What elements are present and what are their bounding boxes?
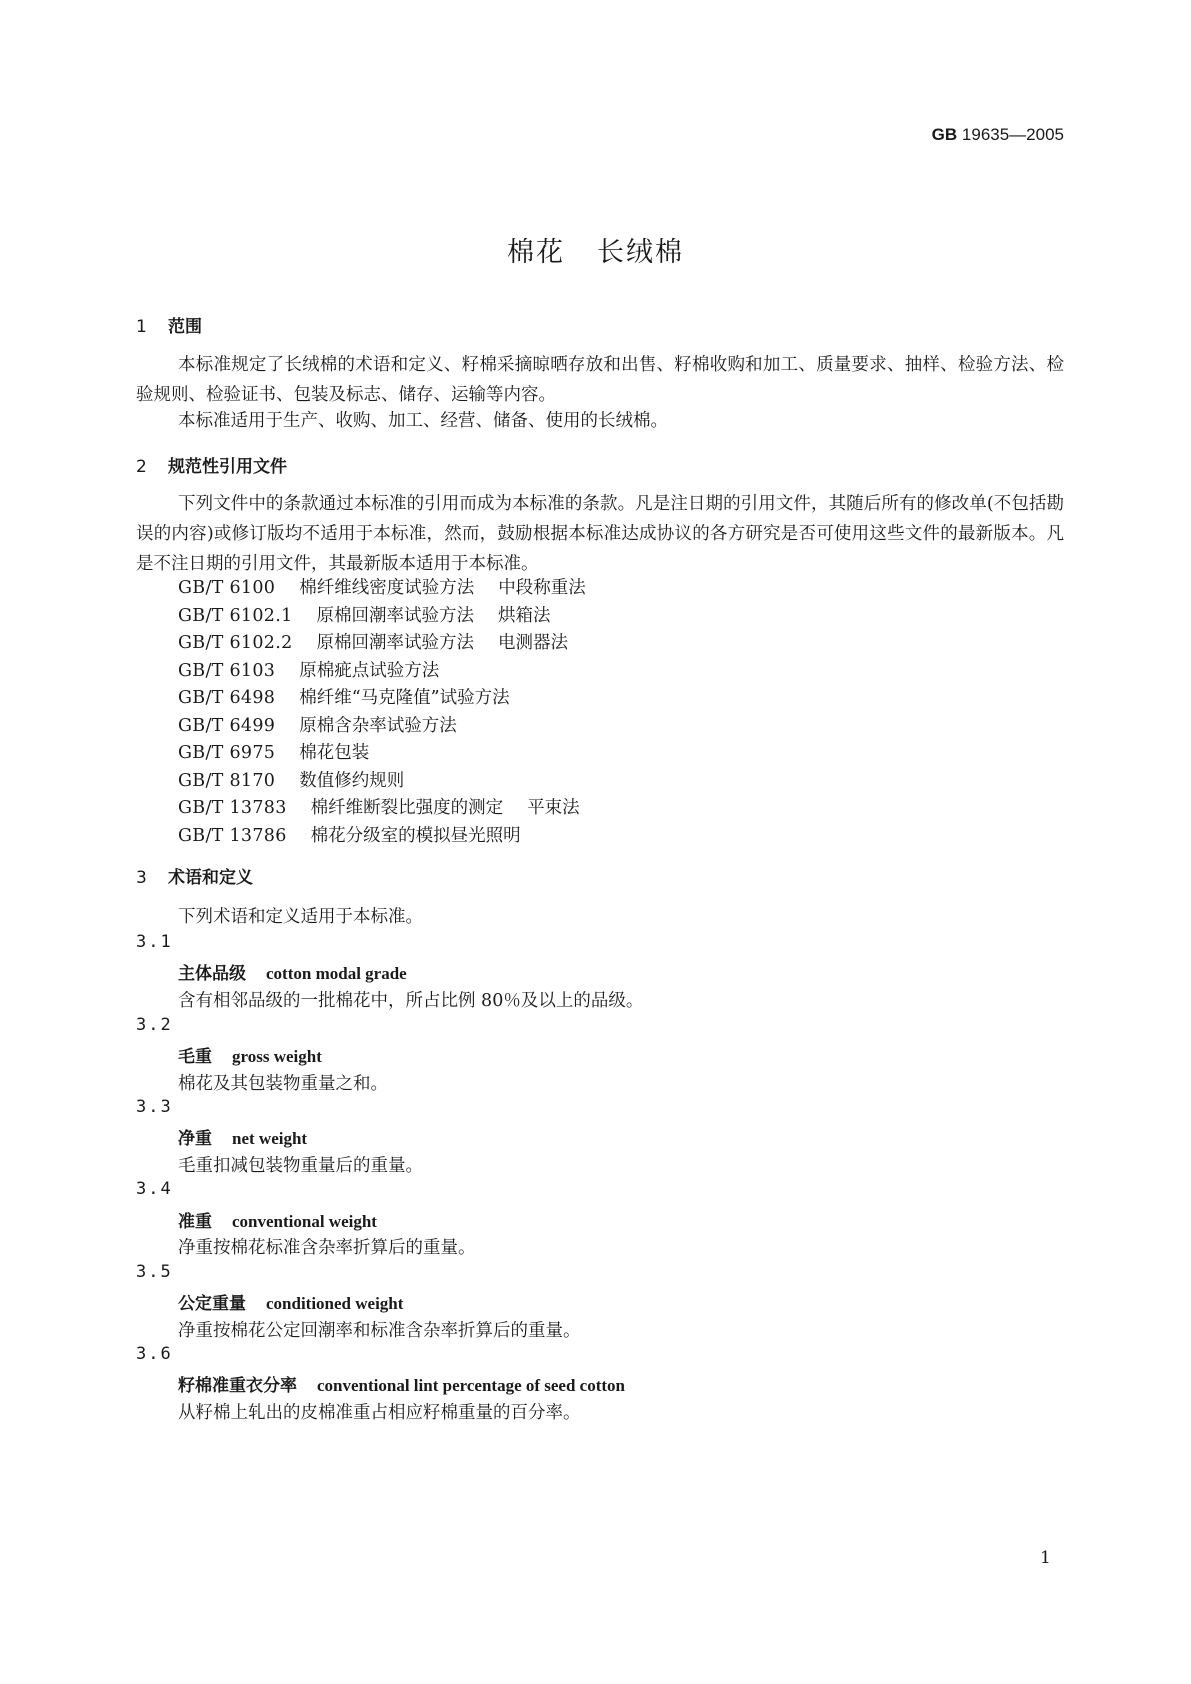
- term-definition: 含有相邻品级的一批棉花中，所占比例 80％及以上的品级。: [178, 991, 644, 1011]
- term-number: 3.3: [136, 1097, 173, 1117]
- section-1-heading: [136, 312, 202, 337]
- section-number: 1: [136, 317, 147, 337]
- reference-subtitle: 平束法: [527, 798, 580, 818]
- reference-title: 棉花分级室的模拟昼光照明: [310, 826, 521, 846]
- term-definition: 棉花及其包装物重量之和。: [178, 1074, 388, 1094]
- reference-item: [178, 822, 521, 847]
- reference-item: [178, 712, 457, 737]
- term-definition: 毛重扣减包装物重量后的重量。: [178, 1156, 423, 1176]
- reference-item: [178, 629, 568, 654]
- section-number: 2: [136, 457, 147, 477]
- term-heading: [178, 1124, 307, 1149]
- term-number: 3.5: [136, 1262, 173, 1282]
- reference-item: [178, 657, 439, 682]
- reference-subtitle: 烘箱法: [498, 606, 551, 626]
- term-heading: [178, 1042, 322, 1067]
- section-3-intro: 下列术语和定义适用于本标准。: [178, 907, 423, 927]
- section-title: 术语和定义: [168, 868, 253, 888]
- term-english: cotton modal grade: [266, 964, 407, 983]
- standard-prefix: GB: [931, 125, 958, 144]
- term-english: conditioned weight: [266, 1294, 404, 1313]
- term-english: net weight: [232, 1129, 308, 1148]
- reference-title: 棉纤维“马克隆值”试验方法: [299, 688, 510, 708]
- reference-code: GB/T 6498: [178, 688, 276, 708]
- reference-title: 原棉含杂率试验方法: [299, 716, 457, 736]
- reference-item: [178, 794, 580, 819]
- term-heading: [178, 959, 407, 984]
- term-chinese: 准重: [178, 1212, 212, 1232]
- reference-subtitle: 中段称重法: [498, 578, 586, 598]
- standard-code: [800, 125, 1064, 145]
- section-1-paragraph-1: 本标准规定了长绒棉的术语和定义、籽棉采摘晾晒存放和出售、籽棉收购和加工、质量要求、抽样、检验方法、检验规则、检验证书、包装及标志、储存、运输等内容。: [136, 355, 1064, 405]
- term-english: conventional lint percentage of seed cotton: [317, 1376, 626, 1395]
- term-chinese: 主体品级: [178, 964, 246, 984]
- reference-title: 棉纤维线密度试验方法: [299, 578, 475, 598]
- term-definition: 净重按棉花标准含杂率折算后的重量。: [178, 1238, 476, 1258]
- reference-code: GB/T 13786: [178, 826, 287, 846]
- reference-code: GB/T 6499: [178, 716, 276, 736]
- term-english: conventional weight: [232, 1212, 377, 1231]
- term-number: 3.6: [136, 1344, 173, 1364]
- term-chinese: 公定重量: [178, 1294, 246, 1314]
- section-2-heading: [136, 452, 287, 477]
- term-heading: [178, 1371, 625, 1396]
- term-english: gross weight: [232, 1047, 322, 1066]
- reference-item: [178, 602, 551, 627]
- reference-code: GB/T 6975: [178, 743, 276, 763]
- reference-title: 原棉回潮率试验方法: [316, 633, 475, 653]
- term-number: 3.4: [136, 1179, 173, 1199]
- section-2-paragraph: 下列文件中的条款通过本标准的引用而成为本标准的条款。凡是注日期的引用文件，其随后所有的修改单(不包括勘误的内容)或修订版均不适用于本标准，然而，鼓励根据本标准达成协议的各方研究是否可使用这些文件的最新版本。凡是不注日期的引用文件，其最新版本适用于本标准。: [136, 494, 1064, 574]
- term-chinese: 籽棉准重衣分率: [178, 1376, 297, 1396]
- reference-title: 原棉回潮率试验方法: [316, 606, 475, 626]
- title-part-1: 棉花: [507, 237, 565, 268]
- reference-code: GB/T 8170: [178, 771, 276, 791]
- reference-title: 数值修约规则: [299, 771, 405, 791]
- term-definition: 从籽棉上轧出的皮棉准重占相应籽棉重量的百分率。: [178, 1403, 581, 1423]
- term-heading: [178, 1289, 403, 1314]
- term-chinese: 毛重: [178, 1047, 212, 1067]
- reference-title: 原棉疵点试验方法: [299, 661, 440, 681]
- reference-code: GB/T 13783: [178, 798, 287, 818]
- reference-item: [178, 684, 510, 709]
- section-title: 规范性引用文件: [168, 457, 287, 477]
- reference-code: GB/T 6102.2: [178, 633, 293, 653]
- term-chinese: 净重: [178, 1129, 212, 1149]
- term-number: 3.2: [136, 1015, 173, 1035]
- reference-item: [178, 767, 404, 792]
- standard-number: 19635—2005: [961, 125, 1064, 144]
- section-title: 范围: [168, 317, 202, 337]
- reference-subtitle: 电测器法: [498, 633, 569, 653]
- page-number: 1: [1040, 1548, 1051, 1568]
- title-part-2: 长绒棉: [597, 237, 684, 268]
- term-heading: [178, 1207, 377, 1232]
- document-title: [0, 230, 1191, 269]
- reference-title: 棉纤维断裂比强度的测定: [310, 798, 504, 818]
- section-1-paragraph-2: 本标准适用于生产、收购、加工、经营、储备、使用的长绒棉。: [178, 411, 668, 431]
- section-3-heading: [136, 863, 253, 888]
- reference-item: [178, 739, 369, 764]
- reference-item: [178, 574, 586, 599]
- term-definition: 净重按棉花公定回潮率和标准含杂率折算后的重量。: [178, 1321, 581, 1341]
- reference-code: GB/T 6103: [178, 661, 276, 681]
- section-number: 3: [136, 868, 147, 888]
- reference-title: 棉花包装: [299, 743, 370, 763]
- term-number: 3.1: [136, 932, 173, 952]
- reference-code: GB/T 6100: [178, 578, 276, 598]
- reference-code: GB/T 6102.1: [178, 606, 293, 626]
